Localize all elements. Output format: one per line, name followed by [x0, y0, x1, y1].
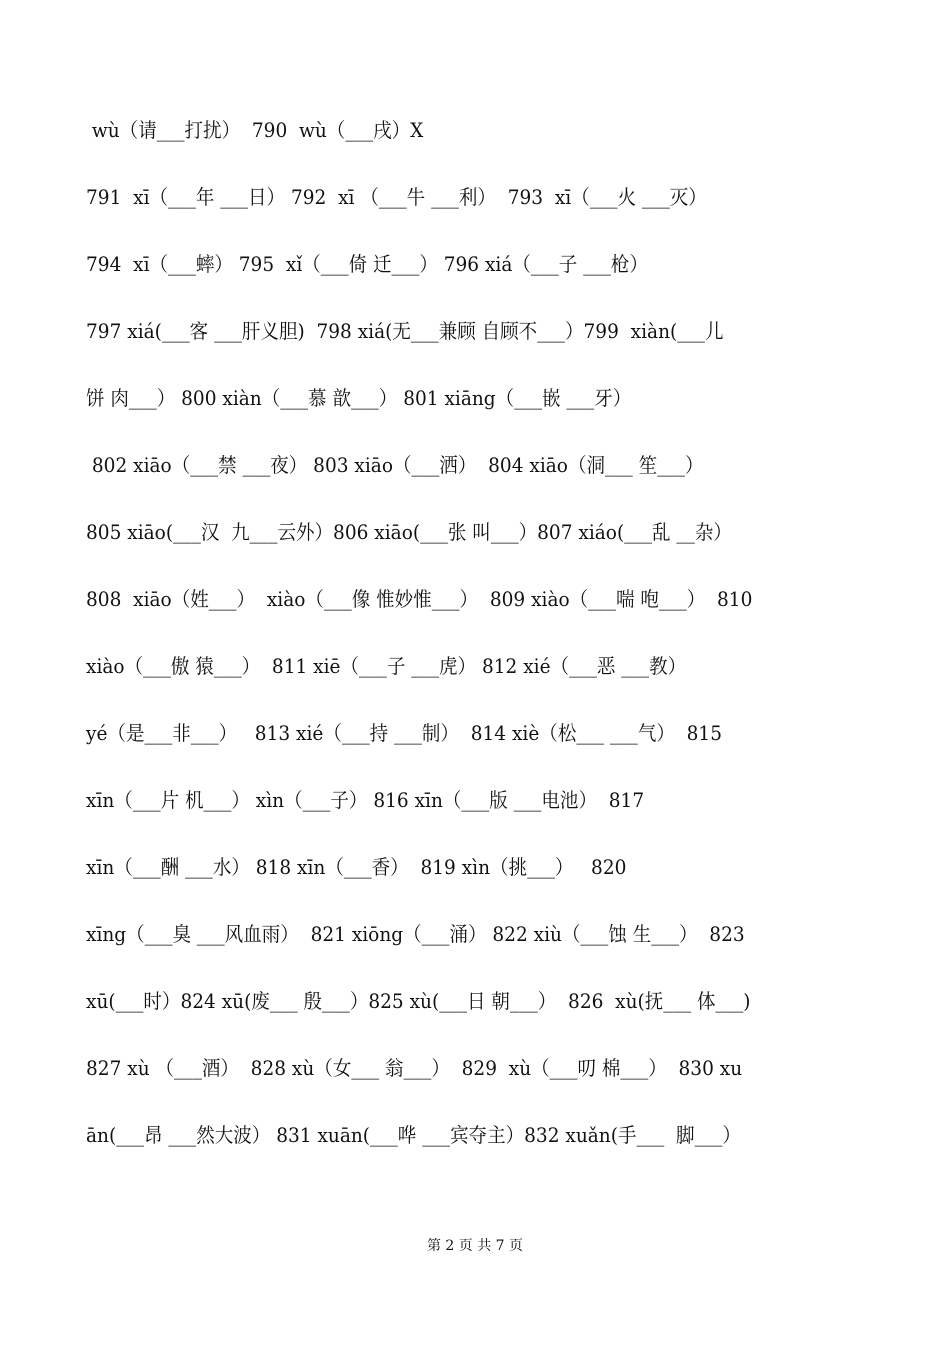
text-line: 饼 肉___） 800 xiàn（___慕 歆___） 801 xiāng（___嵌 ___牙）: [86, 386, 632, 410]
text-line: 802 xiāo（___禁 ___夜） 803 xiāo（___洒） 804 xiāo（洞___ 笙___）: [86, 453, 704, 477]
text-line: xīn（___片 机___） xìn（___子） 816 xīn（___版 ___电池） 817: [86, 788, 645, 812]
text-line: xū(___时）824 xū(废___ 殷___）825 xù(___日 朝___） 826 xù(抚___ 体___): [86, 989, 751, 1013]
text-line: 805 xiāo(___汉 九___云外）806 xiāo(___张 叫___）807 xiáo(___乱 __杂）: [86, 520, 732, 544]
text-line: 827 xù （___酒） 828 xù（女___ 翁___） 829 xù（___叨 棉___） 830 xu: [86, 1056, 743, 1080]
text-line: yé（是___非___） 813 xié（___持 ___制） 814 xiè（松___ ___气） 815: [86, 721, 723, 745]
text-line: 794 xī（___蟀） 795 xǐ（___倚 迁___） 796 xiá（___子 ___枪）: [86, 252, 648, 276]
text-line: xiào（___傲 猿___） 811 xiē（___子 ___虎） 812 xié（___恶 ___教）: [86, 654, 687, 678]
page-footer: 第 2 页 共 7 页: [426, 1238, 524, 1254]
text-line: xīng（___臭 ___风血雨） 821 xiōng（___涌） 822 xiù（___蚀 生___） 823: [86, 922, 745, 946]
text-line: wù（请___打扰） 790 wù（___戌）X: [86, 118, 424, 142]
text-line: xīn（___酬 ___水） 818 xīn（___香） 819 xìn（挑___） 820: [86, 855, 627, 879]
text-line: ān(___昂 ___然大波） 831 xuān(___哗 ___宾夺主）832 xuǎn(手___ 脚___）: [86, 1123, 741, 1147]
text-line: 791 xī（___年 ___日） 792 xī （___牛 ___利） 793 xī（___火 ___灭）: [86, 185, 707, 209]
text-line: 808 xiāo（姓___） xiào（___像 惟妙惟___） 809 xiào（___喘 咆___） 810: [86, 587, 753, 611]
text-line: 797 xiá(___客 ___肝义胆) 798 xiá(无___兼顾 自顾不___）799 xiàn(___儿: [86, 319, 724, 343]
